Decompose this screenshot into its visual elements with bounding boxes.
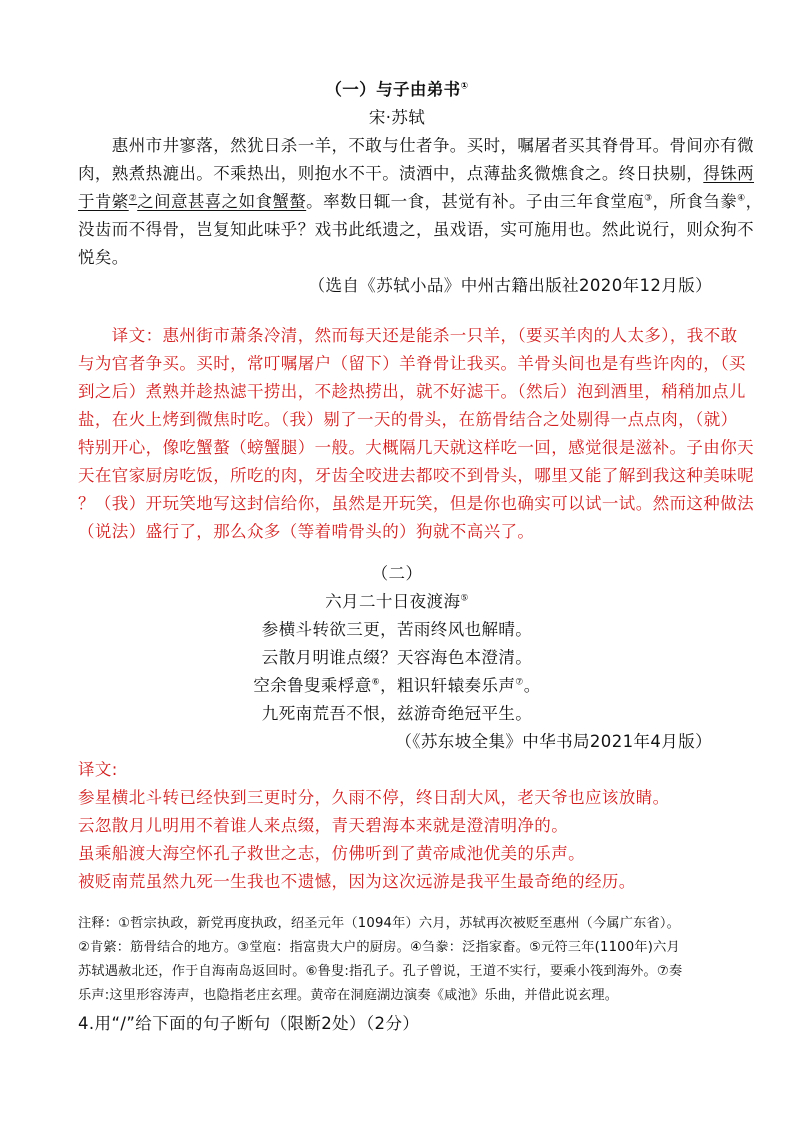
part2-translation-label: 译文:	[78, 760, 118, 779]
part2-title-text: 六月二十日夜渡海	[325, 592, 461, 611]
part2-heading: （二）	[371, 564, 423, 583]
notes-line-1: 注释：①哲宗执政，新党再度执政，绍圣元年（1094年）六月，苏轼再次被贬至惠州（今属广东省）。	[78, 916, 681, 931]
part1-source: （选自《苏轼小品》中州古籍出版社2020年12月版）	[308, 276, 712, 295]
part1-text-line-2-plain: 肉，熟煮热漉出。不乘热出，则抱水不干。渍酒中，点薄盐炙微燋食之。终日抉剔，	[78, 164, 704, 183]
part2-title	[0, 588, 794, 616]
underlined-phrase-part2a: 于肯綮	[78, 192, 129, 211]
footnote-5: ⑤	[460, 593, 469, 604]
poem-line-2: 云散月明谁点缀？天容海色本澄清。	[261, 648, 533, 667]
part1-text-line-1: 惠州市井寥落，然犹日杀一羊，不敢与仕者争。买时，嘱屠者买其脊骨耳。骨间亦有微	[78, 136, 754, 155]
part1-text-line-3-rest2: ，所食刍豢	[652, 192, 738, 211]
footnote-4: ④	[737, 193, 746, 204]
part1-text-line-3-end: ，	[745, 192, 763, 211]
notes-line-2: ②肯綮：筋骨结合的地方。③堂庖：指富贵大户的厨房。④刍豢：泛指家畜。⑤元符三年(1100年)六月	[78, 940, 680, 955]
poem-line-1: 参横斗转欲三更，苦雨终风也解晴。	[261, 620, 533, 639]
part2-translation-line-1: 参星横北斗转已经快到三更时分，久雨不停，终日刮大风，老天爷也应该放睛。	[78, 788, 670, 807]
part1-author: 宋·苏轼	[368, 108, 426, 127]
part1-translation-line-3: 到之后）煮熟并趁热滤干捞出，不趁热捞出，就不好滤干。（然后）泡到酒里，稍稍加点儿	[78, 382, 746, 401]
footnote-2: ②	[128, 193, 138, 204]
part1-title	[0, 76, 794, 104]
poem-line-3-b: ，粗识轩辕奏乐声	[380, 676, 516, 695]
poem-line-4: 九死南荒吾不恨，兹游奇绝冠平生。	[261, 704, 533, 723]
footnote-7: ⑦	[515, 677, 524, 688]
part1-translation-line-7: ？（我）开玩笑地写这封信给你，虽然是开玩笑，但是你也确实可以试一试。然而这种做法	[78, 494, 754, 513]
part1-translation-line-1: 译文：惠州街市萧条冷清，然而每天还是能杀一只羊，（要买羊肉的人太多），我不敢	[78, 326, 738, 345]
underlined-phrase-part1: 得铢两	[703, 164, 755, 183]
part1-text-line-3-rest: 。率数日辄一食，甚觉有补。子由三年食堂庖	[306, 192, 645, 211]
part1-text-line-2	[78, 160, 755, 188]
poem-line-3	[0, 672, 794, 700]
poem-line-3-c: 。	[523, 676, 541, 695]
part1-translation-line-2: 与为官者争买。买时，常叮嘱屠户（留下）羊脊骨让我买。羊骨头间也是有些许肉的，（买	[78, 354, 746, 373]
footnote-6: ⑥	[371, 677, 381, 688]
notes-line-3: 苏轼遇赦北还，作于自海南岛返回时。⑥鲁叟:指孔子。孔子曾说，王道不实行，要乘小筏到海外。⑦奏	[78, 964, 683, 979]
footnote-3: ③	[644, 193, 653, 204]
poem-line-3-a: 空余鲁叟乘桴意	[253, 676, 372, 695]
part1-text-line-5: 悦矣。	[78, 248, 129, 267]
part1-translation-line-6: 天在官家厨房吃饭，所吃的肉，牙齿全咬进去都咬不到骨头，哪里又能了解到我这种美味呢	[78, 466, 754, 485]
part1-title-footnote: ①	[460, 81, 469, 92]
part2-translation-line-2: 云忽散月儿明用不着谁人来点缀，青天碧海本来就是澄清明净的。	[78, 816, 569, 835]
part1-title-text: （一）与子由弟书	[325, 80, 461, 99]
part2-translation-line-4: 被贬南荒虽然九死一生我也不遗憾，因为这次远游是我平生最奇绝的经历。	[78, 872, 636, 891]
underlined-phrase-part2b: 之间意甚喜之如食蟹螯	[137, 192, 307, 211]
part1-text-line-4: 没齿而不得骨，岂复知此味乎？戏书此纸遗之，虽戏语，实可施用也。然此说行，则众狗不	[78, 220, 754, 239]
part1-text-line-3	[78, 188, 763, 216]
notes-line-4: 乐声:这里形容涛声，也隐指老庄玄理。黄帝在洞庭湖边演奏《咸池》乐曲，并借此说玄理。	[78, 988, 619, 1003]
part1-translation-line-5: 特别开心，像吃蟹螯（螃蟹腿）一般。大概隔几天就这样吃一回，感觉很是滋补。子由你天	[78, 438, 754, 457]
part2-translation-line-3: 虽乘船渡大海空怀孔子救世之志，仿佛听到了黄帝咸池优美的乐声。	[78, 844, 585, 863]
part2-source: （《苏东坡全集》中华书局2021年4月版）	[395, 732, 712, 751]
part1-translation-line-8: （说法）盛行了，那么众多（等着啃骨头的）狗就不高兴了。	[78, 522, 535, 541]
part1-translation-line-4: 盐，在火上烤到微焦时吃。（我）剔了一天的骨头，在筋骨结合之处剔得一点点肉，（就）	[78, 410, 738, 429]
question-4: 4.用“/”给下面的句子断句（限断2处）（2分）	[78, 1014, 420, 1033]
